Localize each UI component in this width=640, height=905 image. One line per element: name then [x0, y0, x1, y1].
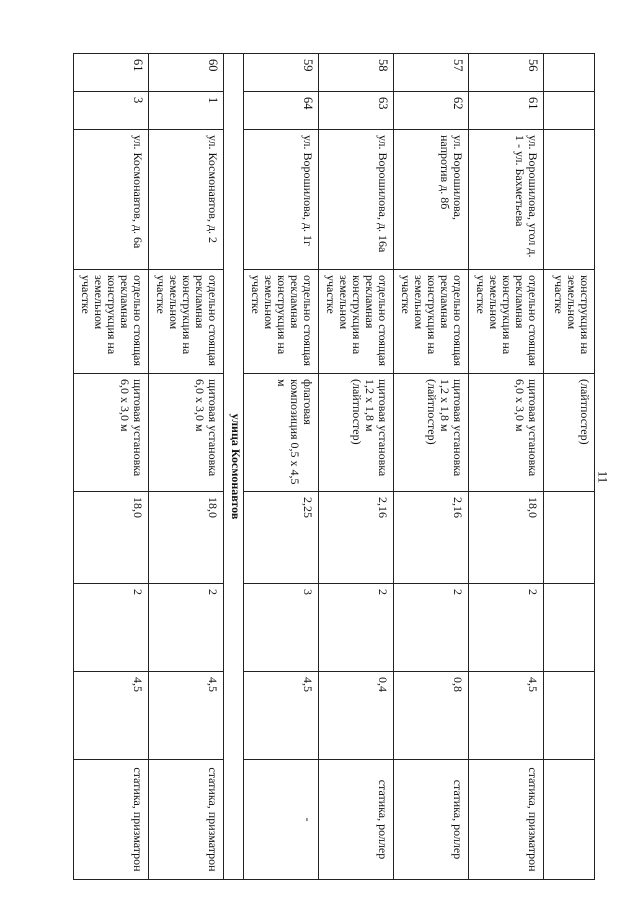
table-row [74, 54, 149, 880]
cell-address: ул. Ворошилова, угол д. 1 - ул. Бахметьева [469, 130, 544, 270]
cell-sides: 3 [244, 584, 319, 672]
table-row [469, 54, 544, 880]
cell-type: отдельно стоящая рекламная конструкция на земельном участке [319, 270, 394, 374]
table-cell [544, 760, 595, 880]
cell-height: 4,5 [149, 672, 224, 760]
advertising-structures-table [73, 53, 595, 880]
cell-technology: - [244, 760, 319, 880]
cell-sides: 2 [469, 584, 544, 672]
table-row [244, 54, 319, 880]
cell-row-number: 57 [394, 54, 469, 92]
cell-description: щитовая установка 1,2 х 1,8 м (лайтпостер) [394, 374, 469, 492]
cell-type: отдельно стоящая рекламная конструкция на земельном участке [149, 270, 224, 374]
cell-structure-id: 64 [244, 92, 319, 130]
table-cell-desc: (лайтпостер) [544, 374, 595, 492]
cell-area: 2,16 [319, 492, 394, 584]
cell-technology: статика, роллер [394, 760, 469, 880]
cell-description: щитовая установка 6,0 х 3,0 м [149, 374, 224, 492]
table-row [394, 54, 469, 880]
cell-structure-id: 63 [319, 92, 394, 130]
cell-area: 2,16 [394, 492, 469, 584]
cell-address: ул. Космонавтов, д. 6а [74, 130, 149, 270]
cell-description: флаговая композиция 0,5 х 4,5 м [244, 374, 319, 492]
cell-address: ул. Ворошилова, д. 1г [244, 130, 319, 270]
cell-structure-id: 62 [394, 92, 469, 130]
cell-structure-id: 1 [149, 92, 224, 130]
cell-row-number: 61 [74, 54, 149, 92]
cell-sides: 2 [149, 584, 224, 672]
cell-technology: статика, призматрон [469, 760, 544, 880]
table-cell [544, 584, 595, 672]
table-cell-type: конструкция на земельном участке [544, 270, 595, 374]
page-number: 11 [595, 470, 611, 484]
cell-area: 18,0 [149, 492, 224, 584]
cell-type: отдельно стоящая рекламная конструкция на земельном участке [74, 270, 149, 374]
cell-description: щитовая установка 6,0 х 3,0 м [74, 374, 149, 492]
cell-address: ул. Космонавтов, д. 2 [149, 130, 224, 270]
table-row [149, 54, 224, 880]
cell-row-number: 60 [149, 54, 224, 92]
section-header-row [224, 54, 244, 880]
table-row-continuation [544, 54, 595, 880]
cell-height: 4,5 [74, 672, 149, 760]
rotated-table-page [79, 53, 595, 879]
cell-sides: 2 [394, 584, 469, 672]
cell-height: 0,8 [394, 672, 469, 760]
cell-description: щитовая установка 6,0 х 3,0 м [469, 374, 544, 492]
cell-type: отдельно стоящая рекламная конструкция на земельном участке [469, 270, 544, 374]
table-cell [544, 92, 595, 130]
cell-area: 18,0 [469, 492, 544, 584]
cell-sides: 2 [319, 584, 394, 672]
cell-type: отдельно стоящая рекламная конструкция на земельном участке [394, 270, 469, 374]
cell-sides: 2 [74, 584, 149, 672]
cell-technology: статика, призматрон [74, 760, 149, 880]
table-row [319, 54, 394, 880]
cell-height: 4,5 [244, 672, 319, 760]
cell-structure-id: 61 [469, 92, 544, 130]
table-cell [544, 672, 595, 760]
cell-row-number: 59 [244, 54, 319, 92]
table-cell [544, 130, 595, 270]
cell-row-number: 56 [469, 54, 544, 92]
cell-row-number: 58 [319, 54, 394, 92]
table-cell [544, 54, 595, 92]
cell-type: отдельно стоящая рекламная конструкция на земельном участке [244, 270, 319, 374]
cell-height: 0,4 [319, 672, 394, 760]
cell-area: 18,0 [74, 492, 149, 584]
section-title: улица Космонавтов [224, 54, 244, 880]
cell-structure-id: 3 [74, 92, 149, 130]
table-cell [544, 492, 595, 584]
cell-technology: статика, призматрон [149, 760, 224, 880]
cell-area: 2,25 [244, 492, 319, 584]
cell-description: щитовая установка 1,2 х 1,8 м (лайтпостер) [319, 374, 394, 492]
cell-address: ул. Ворошилова, д. 16а [319, 130, 394, 270]
cell-height: 4,5 [469, 672, 544, 760]
cell-technology: статика, роллер [319, 760, 394, 880]
cell-address: ул. Ворошилова, напротив д. 8б [394, 130, 469, 270]
